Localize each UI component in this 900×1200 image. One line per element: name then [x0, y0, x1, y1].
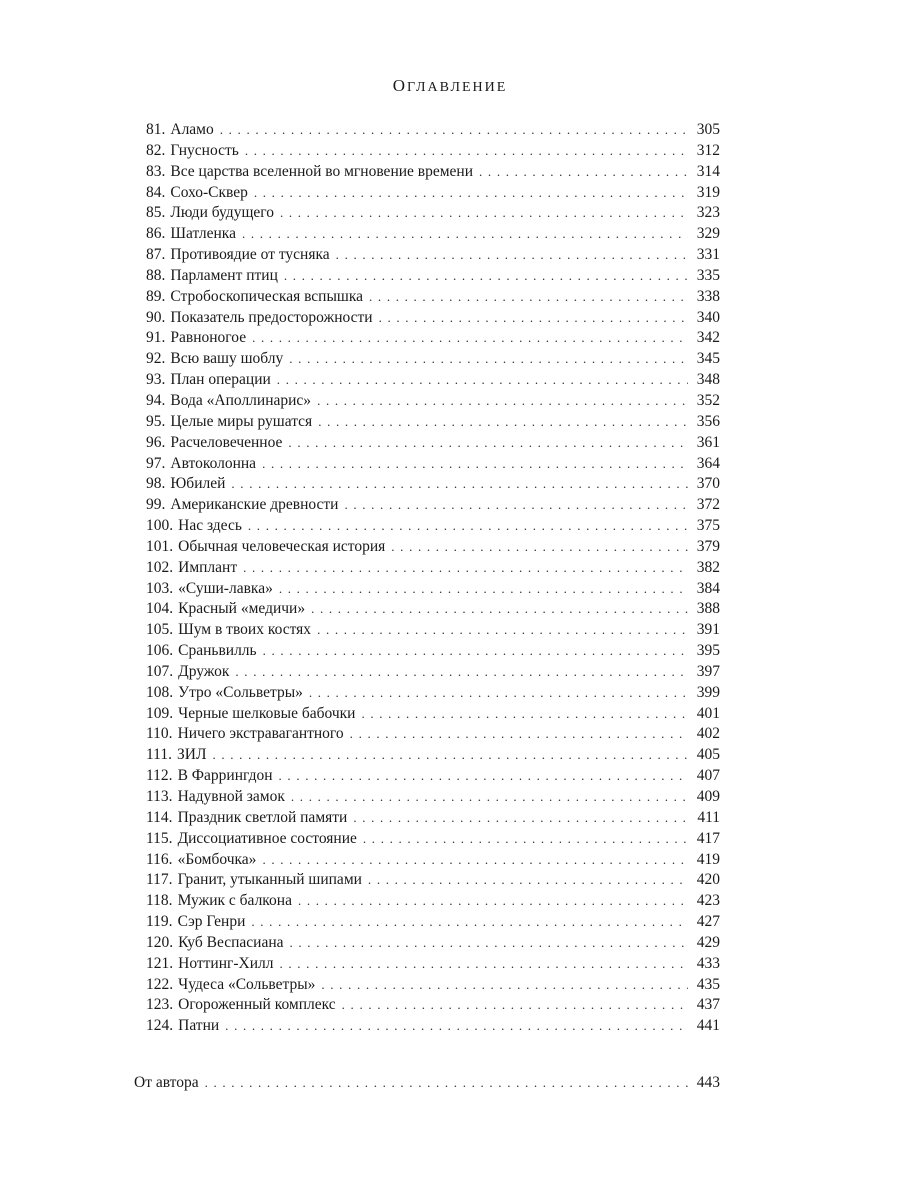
- toc-entry-page: 348: [696, 371, 720, 389]
- toc-entry-number: 92.: [146, 350, 166, 368]
- toc-entry: [146, 850, 720, 871]
- toc-entry-number: 119.: [146, 913, 173, 931]
- toc-entry-number: 89.: [146, 287, 166, 305]
- toc-entry-number: 93.: [146, 371, 166, 389]
- toc-leader-dots: [231, 474, 688, 495]
- toc-entry-page: 361: [696, 433, 720, 451]
- toc-entry-page: 407: [696, 767, 720, 785]
- toc-entry-page: 319: [696, 183, 720, 201]
- toc-entry-page: 429: [696, 933, 720, 951]
- toc-entry-title: Чудеса «Сольветры»: [178, 975, 316, 993]
- toc-leader-dots: [279, 766, 688, 787]
- toc-entry-number: 112.: [146, 767, 173, 785]
- toc-leader-dots: [342, 995, 688, 1016]
- toc-entry: [146, 683, 720, 704]
- toc-entry: [146, 787, 720, 808]
- toc-entry-number: 96.: [146, 433, 166, 451]
- toc-entry-number: 105.: [146, 621, 174, 639]
- page-title-initial: О: [392, 76, 407, 95]
- toc-entry-title: Огороженный комплекс: [178, 996, 336, 1014]
- toc-entry-number: 91.: [146, 329, 166, 347]
- toc-entry: [146, 912, 720, 933]
- toc-leader-dots: [248, 516, 688, 537]
- toc-entry-page: 391: [696, 621, 720, 639]
- toc-entry-number: 101.: [146, 537, 174, 555]
- toc-leader-dots: [289, 349, 688, 370]
- toc-leader-dots: [235, 662, 688, 683]
- toc-entry-title: В Фаррингдон: [177, 767, 273, 785]
- toc-entry-number: 90.: [146, 308, 166, 326]
- toc-entry-number: 85.: [146, 204, 166, 222]
- toc-entry: [146, 620, 720, 641]
- toc-leader-dots: [279, 954, 688, 975]
- toc-entry: [146, 162, 720, 183]
- toc-entry-title: Дружок: [178, 662, 230, 680]
- toc-entry-title: Всю вашу шоблу: [170, 350, 284, 368]
- toc-entry: [146, 579, 720, 600]
- toc-entry-page: 329: [696, 225, 720, 243]
- toc-entry-number: 111.: [146, 746, 172, 764]
- toc-entry-page: 331: [696, 246, 720, 264]
- toc-entry-page: 435: [696, 975, 720, 993]
- toc-entry-number: 114.: [146, 808, 173, 826]
- toc-entry-number: 116.: [146, 850, 173, 868]
- toc-entry-title: Целые миры рушатся: [170, 412, 313, 430]
- toc-entry-page: 420: [696, 871, 720, 889]
- toc-entry-title: Равноногое: [170, 329, 247, 347]
- toc-entry-title: Вода «Аполлинарис»: [170, 391, 312, 409]
- toc-leader-dots: [284, 266, 688, 287]
- toc-entry-page: 399: [696, 683, 720, 701]
- toc-entry-page: 419: [696, 850, 720, 868]
- toc-entry-title: «Бомбочка»: [177, 850, 257, 868]
- toc-entry-number: 124.: [146, 1017, 174, 1035]
- toc-entry: [146, 183, 720, 204]
- toc-leader-dots: [479, 162, 688, 183]
- toc-leader-dots: [321, 975, 688, 996]
- toc-leader-dots: [363, 829, 688, 850]
- toc-entry-number: 108.: [146, 683, 174, 701]
- toc-entry-number: 117.: [146, 871, 173, 889]
- toc-entry-number: 104.: [146, 600, 174, 618]
- toc-entry-number: 99.: [146, 496, 166, 514]
- toc-entry-page: 364: [696, 454, 720, 472]
- toc-entry-page: 314: [696, 162, 720, 180]
- toc-entry-title: Праздник светлой памяти: [177, 808, 348, 826]
- toc-entry-page: 423: [696, 892, 720, 910]
- toc-entry: [146, 975, 720, 996]
- toc-leader-dots: [262, 454, 688, 475]
- toc-entry: [146, 370, 720, 391]
- toc-entry-title: Имплант: [178, 558, 238, 576]
- toc-entry: [146, 891, 720, 912]
- toc-leader-dots: [311, 599, 688, 620]
- toc-leader-dots: [344, 495, 688, 516]
- toc-entry-title: Куб Веспасиана: [178, 933, 284, 951]
- toc-entry-title: Сраньвилль: [178, 642, 257, 660]
- toc-entry: [146, 266, 720, 287]
- toc-entry-title: «Суши-лавка»: [178, 579, 273, 597]
- toc-entry: [146, 516, 720, 537]
- toc-leader-dots: [252, 328, 688, 349]
- toc-entry-number: 100.: [146, 517, 174, 535]
- toc-entry-title: Шум в твоих костях: [178, 621, 312, 639]
- toc-entry-title: Расчеловеченное: [170, 433, 283, 451]
- toc-leader-dots: [318, 412, 688, 433]
- toc-entry: [146, 870, 720, 891]
- page-title: [0, 76, 900, 96]
- toc-entry-page: 409: [696, 788, 720, 805]
- toc-leader-dots: [242, 224, 688, 245]
- toc-entry-number: 121.: [146, 954, 174, 972]
- toc-entry: [146, 245, 720, 266]
- toc-entry-page: 384: [696, 579, 720, 597]
- toc-entry-number: 81.: [146, 121, 166, 138]
- toc-entry: [146, 495, 720, 516]
- toc-entry-title: Аламо: [170, 121, 214, 138]
- toc-leader-dots: [317, 620, 688, 641]
- toc-entry-title: Гранит, утыканный шипами: [177, 871, 362, 889]
- toc-entry-title: Утро «Сольветры»: [178, 683, 303, 701]
- toc-entry: [146, 537, 720, 558]
- toc-leader-dots: [254, 183, 688, 204]
- toc-entry: [146, 558, 720, 579]
- toc-entry-title: Юбилей: [170, 475, 226, 493]
- toc-entry-number: 109.: [146, 704, 174, 722]
- toc-entry: [146, 995, 720, 1016]
- toc-entry-title: Показатель предосторожности: [170, 308, 373, 326]
- toc-entry-title: Автоколонна: [170, 454, 257, 472]
- toc-entry-number: 103.: [146, 579, 174, 597]
- toc-entry-page: 417: [696, 829, 720, 847]
- toc-entry-title: Противоядие от тусняка: [170, 246, 330, 264]
- toc-leader-dots: [279, 579, 688, 600]
- toc-entry-title: Ноттинг-Хилл: [178, 954, 274, 972]
- toc-entry-title: Сохо-Сквер: [170, 183, 248, 201]
- toc-entry-page: 402: [696, 725, 720, 743]
- toc-leader-dots: [280, 203, 688, 224]
- toc-entry: [146, 308, 720, 329]
- toc-leader-dots: [277, 370, 688, 391]
- toc-entry-page: 382: [696, 558, 720, 576]
- toc-entry-page: 441: [696, 1017, 720, 1035]
- toc-entry-title: Американские древности: [170, 496, 339, 514]
- toc-leader-dots: [288, 433, 688, 454]
- toc-entry-number: 113.: [146, 788, 173, 805]
- toc-entry: [146, 599, 720, 620]
- toc-entry-title: Обычная человеческая история: [178, 537, 386, 555]
- toc-entry-title: Парламент птиц: [170, 266, 278, 284]
- toc-leader-dots: [369, 287, 688, 308]
- toc-entry-page: 411: [697, 808, 720, 826]
- toc-entry-page: 305: [696, 121, 720, 138]
- toc-leader-dots: [225, 1016, 688, 1037]
- toc-entry: [146, 433, 720, 454]
- toc-entry-number: 95.: [146, 412, 166, 430]
- toc-entry-page: 427: [696, 913, 720, 931]
- toc-entry-number: 98.: [146, 475, 166, 493]
- table-of-contents: [146, 120, 720, 1037]
- toc-entry-page: 397: [696, 662, 720, 680]
- toc-entry-page: 338: [696, 287, 720, 305]
- toc-entry: [146, 141, 720, 162]
- toc-entry-number: 94.: [146, 391, 166, 409]
- toc-entry-page: 437: [696, 996, 720, 1014]
- page-title-rest: ГЛАВЛЕНИЕ: [407, 80, 508, 95]
- toc-leader-dots: [298, 891, 688, 912]
- toc-entry-number: 106.: [146, 642, 174, 660]
- toc-entry-author: [134, 1073, 720, 1094]
- toc-entry-title: ЗИЛ: [176, 746, 207, 764]
- toc-entry-title: От автора: [134, 1074, 199, 1091]
- toc-entry: [146, 766, 720, 787]
- toc-entry-title: Люди будущего: [170, 204, 274, 222]
- toc-leader-dots: [379, 308, 688, 329]
- toc-entry-page: 323: [696, 204, 720, 222]
- toc-entry-number: 115.: [146, 829, 173, 847]
- toc-entry-number: 82.: [146, 141, 166, 159]
- toc-leader-dots: [291, 787, 688, 808]
- toc-entry: [146, 1016, 720, 1037]
- toc-leader-dots: [391, 537, 688, 558]
- toc-entry-page: 433: [696, 954, 720, 972]
- toc-entry: [146, 954, 720, 975]
- toc-entry-title: Все царства вселенной во мгновение времени: [170, 162, 474, 180]
- toc-entry-page: 388: [696, 600, 720, 618]
- toc-entry-page: 370: [696, 475, 720, 493]
- toc-entry: [146, 724, 720, 745]
- toc-entry-title: План операции: [170, 371, 271, 389]
- toc-entry-number: 87.: [146, 246, 166, 264]
- toc-entry: [146, 704, 720, 725]
- toc-leader-dots: [243, 558, 688, 579]
- toc-leader-dots: [353, 808, 688, 829]
- toc-entry-title: Патни: [178, 1017, 220, 1035]
- toc-leader-dots: [220, 120, 688, 141]
- toc-entry: [146, 454, 720, 475]
- toc-entry-number: 84.: [146, 183, 166, 201]
- toc-entry-number: 102.: [146, 558, 174, 576]
- toc-leader-dots: [212, 745, 688, 766]
- toc-entry-page: 405: [696, 746, 720, 764]
- toc-entry: [146, 287, 720, 308]
- toc-entry-title: Мужик с балкона: [177, 892, 292, 910]
- toc-leader-dots: [350, 724, 688, 745]
- toc-entry-page: 372: [696, 496, 720, 514]
- toc-entry-number: 88.: [146, 266, 166, 284]
- toc-entry-number: 123.: [146, 996, 174, 1014]
- toc-entry-number: 83.: [146, 162, 166, 180]
- toc-entry: [146, 120, 720, 141]
- toc-entry: [146, 662, 720, 683]
- toc-entry: [146, 808, 720, 829]
- toc-leader-dots: [251, 912, 688, 933]
- toc-leader-dots: [309, 683, 688, 704]
- toc-leader-dots: [336, 245, 688, 266]
- toc-entry-page: 375: [696, 517, 720, 535]
- toc-entry-page: 401: [696, 704, 720, 722]
- toc-entry-page: 345: [696, 350, 720, 368]
- toc-leader-dots: [262, 850, 688, 871]
- toc-entry-title: Сэр Генри: [177, 913, 246, 931]
- toc-entry-title: Красный «медичи»: [178, 600, 306, 618]
- toc-entry: [146, 412, 720, 433]
- toc-entry-page: 335: [696, 266, 720, 284]
- toc-entry: [146, 391, 720, 412]
- toc-leader-dots: [205, 1073, 688, 1094]
- toc-leader-dots: [361, 704, 688, 725]
- toc-entry: [146, 328, 720, 349]
- toc-entry: [146, 349, 720, 370]
- toc-entry-title: Черные шелковые бабочки: [178, 704, 356, 722]
- toc-entry-number: 97.: [146, 454, 166, 472]
- toc-entry-page: 352: [696, 391, 720, 409]
- toc-entry-title: Ничего экстравагантного: [177, 725, 344, 743]
- toc-entry-title: Нас здесь: [178, 517, 242, 535]
- toc-entry-title: Надувной замок: [177, 788, 285, 805]
- toc-entry-number: 118.: [146, 892, 173, 910]
- toc-entry-number: 122.: [146, 975, 174, 993]
- toc-entry: [146, 203, 720, 224]
- toc-leader-dots: [245, 141, 688, 162]
- toc-entry-title: Диссоциативное состояние: [177, 829, 357, 847]
- toc-entry-page: 443: [696, 1074, 720, 1091]
- toc-entry-page: 356: [696, 412, 720, 430]
- toc-entry-number: 120.: [146, 933, 174, 951]
- toc-entry: [146, 745, 720, 766]
- toc-leader-dots: [317, 391, 688, 412]
- toc-leader-dots: [368, 870, 688, 891]
- toc-entry-number: 110.: [146, 725, 173, 743]
- toc-entry-page: 312: [696, 141, 720, 159]
- toc-entry: [146, 829, 720, 850]
- toc-entry: [146, 224, 720, 245]
- toc-leader-dots: [290, 933, 689, 954]
- toc-entry-title: Стробоскопическая вспышка: [170, 287, 364, 305]
- toc-entry-number: 107.: [146, 662, 174, 680]
- toc-entry: [146, 933, 720, 954]
- toc-entry-page: 379: [696, 537, 720, 555]
- toc-leader-dots: [263, 641, 688, 662]
- toc-entry-page: 395: [696, 642, 720, 660]
- toc-entry-page: 342: [696, 329, 720, 347]
- toc-entry-number: 86.: [146, 225, 166, 243]
- toc-entry-title: Гнусность: [170, 141, 239, 159]
- toc-entry: [146, 474, 720, 495]
- toc-entry-page: 340: [696, 308, 720, 326]
- toc-entry: [146, 641, 720, 662]
- toc-entry-title: Шатленка: [170, 225, 236, 243]
